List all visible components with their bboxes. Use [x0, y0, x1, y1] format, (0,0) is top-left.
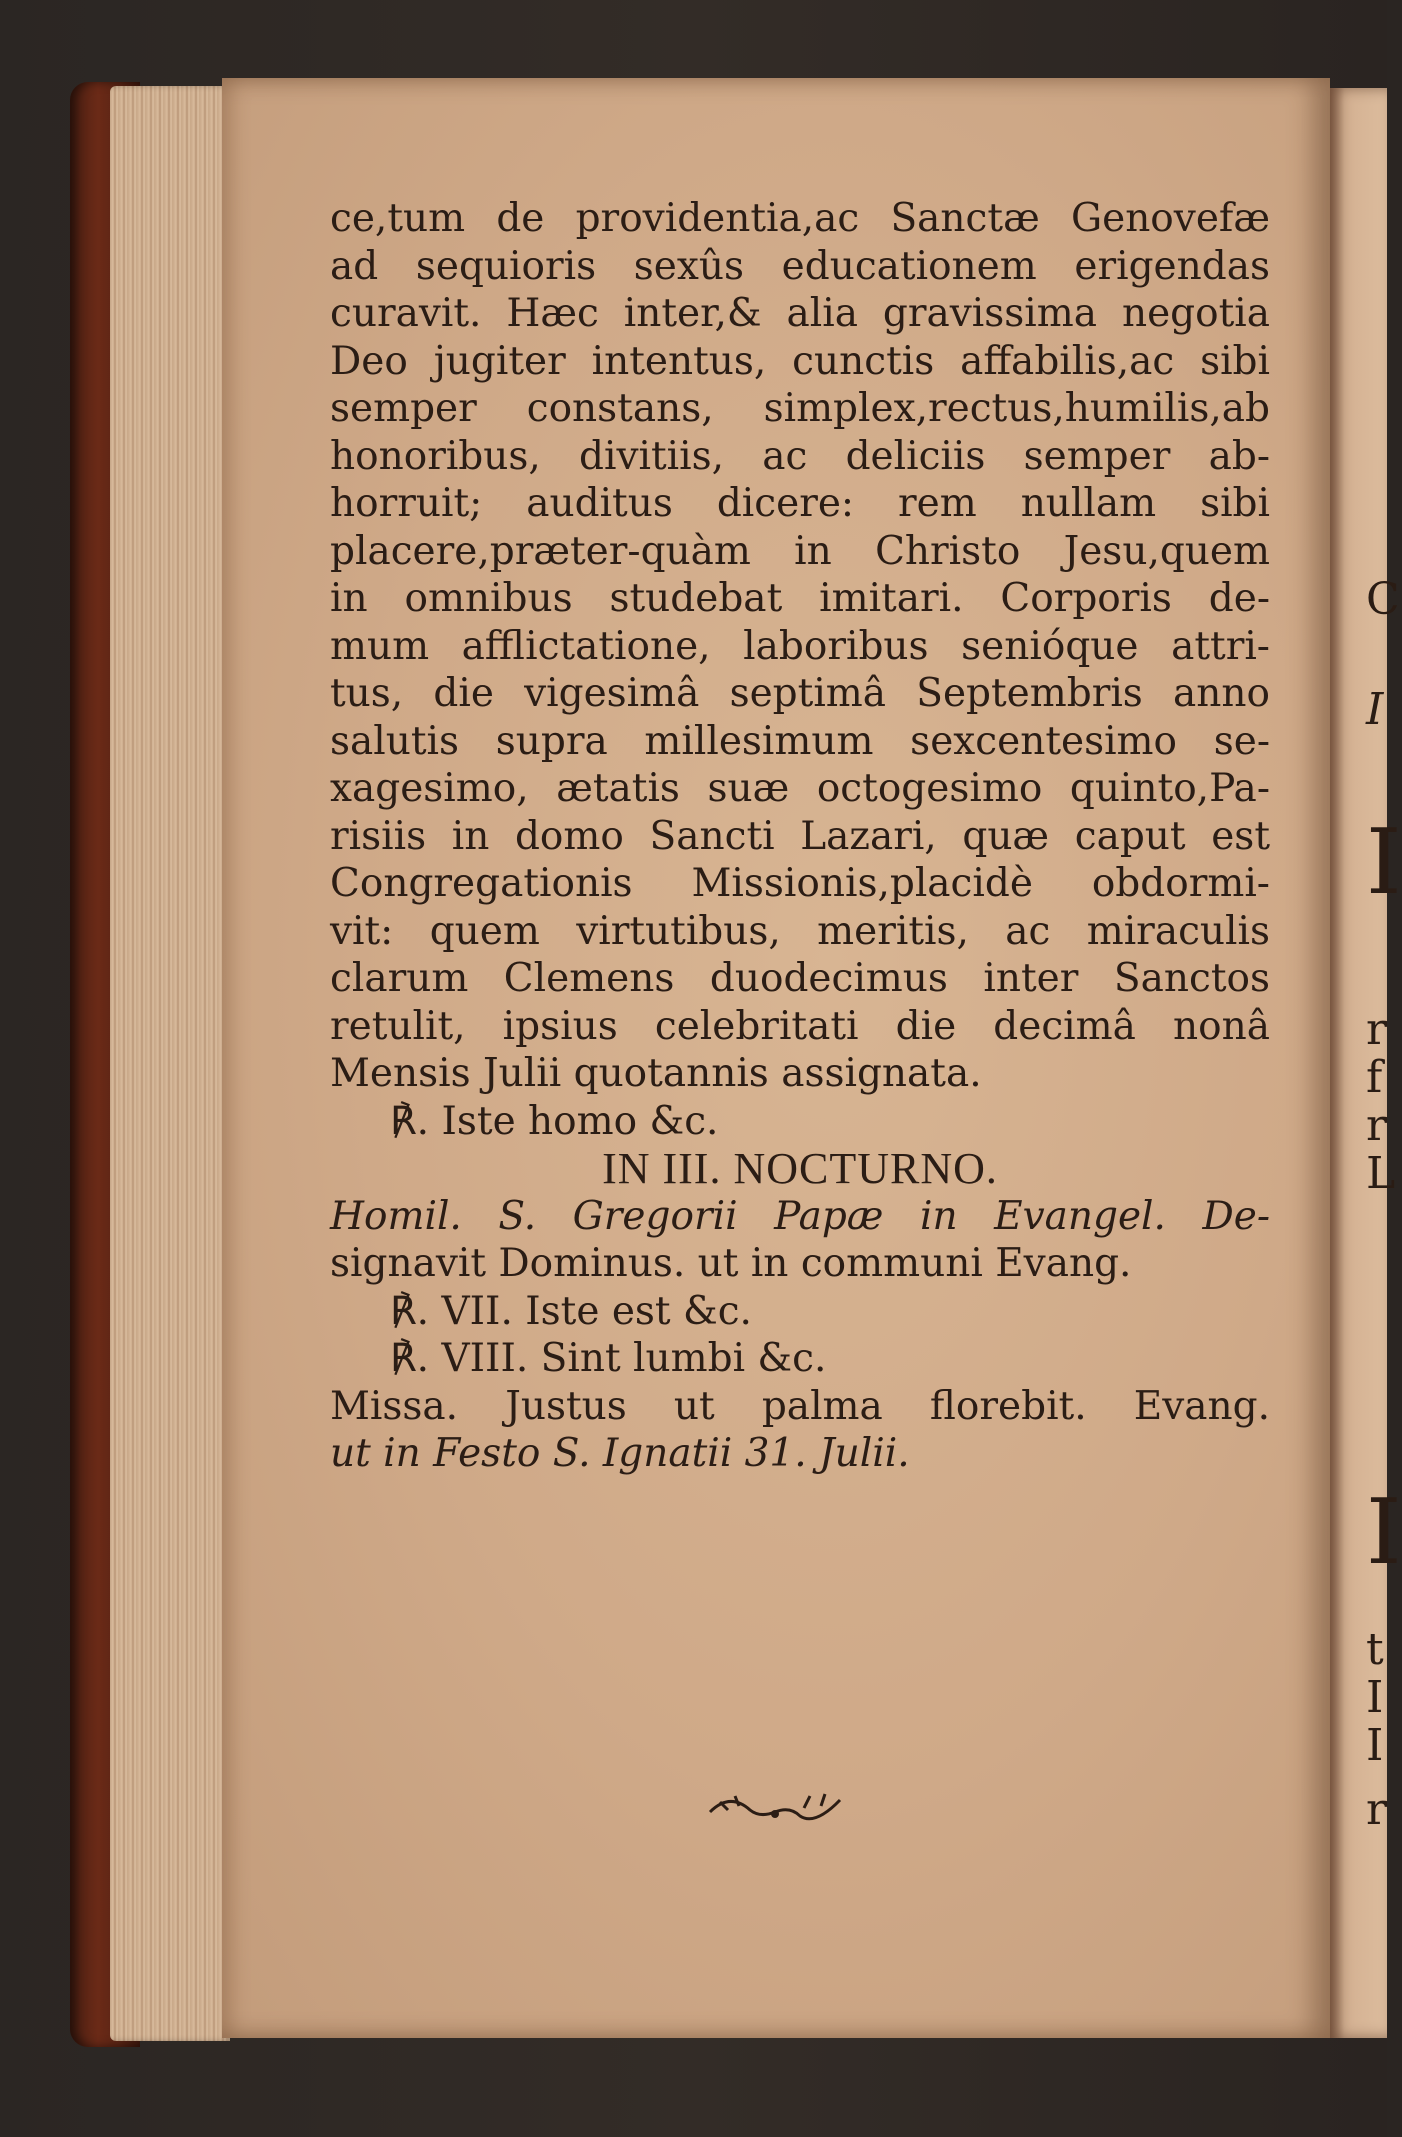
text-line: vit: quem virtutibus, meritis, ac miraculis	[330, 908, 1270, 954]
nocturn-heading: IN III. NOCTURNO.	[602, 1144, 998, 1193]
text-line: semper constans, simplex,rectus,humilis,ab	[330, 386, 1270, 431]
text-line: mum afflictatione, laboribus senióque attri-	[330, 623, 1270, 669]
text-line: ce,tum de providentia,ac Sanctæ Genovefæ	[330, 196, 1270, 241]
homily-line: Homil. S. Gregorii Papæ in Evangel. De-	[330, 1193, 1270, 1239]
missa-line: ut in Festo S. Ignatii 31. Julii.	[330, 1431, 910, 1476]
missa-line: Missa. Justus ut palma florebit. Evang.	[330, 1383, 1270, 1429]
right-fragment: I	[1366, 1720, 1384, 1771]
page-text	[330, 195, 1270, 1478]
text-line: honoribus, divitiis, ac deliciis semper ab-	[330, 433, 1270, 479]
text-line: xagesimo, ætatis suæ octogesimo quinto,Pa-	[330, 766, 1270, 811]
text-line: in omnibus studebat imitari. Corporis de-	[330, 576, 1270, 621]
text-line: curavit. Hæc inter,& alia gravissima negotia	[330, 291, 1270, 336]
right-fragment: t	[1366, 1624, 1384, 1675]
right-fragment: I	[1366, 1672, 1384, 1723]
right-fragment: I	[1366, 684, 1384, 735]
text-line: Mensis Julii quotannis assignata.	[330, 1051, 982, 1096]
responsory-line: ℟. VII. Iste est &c.	[390, 1288, 752, 1334]
text-line: clarum Clemens duodecimus inter Sanctos	[330, 956, 1270, 1001]
responsory-line: ℟. Iste homo &c.	[390, 1098, 719, 1144]
printer-ornament	[700, 1782, 850, 1832]
page-edges	[110, 86, 230, 2041]
right-page-edge	[1330, 88, 1402, 2038]
right-fragment: C	[1366, 574, 1400, 625]
homily-line: signavit Dominus. ut in communi Evang.	[330, 1241, 1132, 1286]
text-line: tus, die vigesimâ septimâ Septembris anno	[330, 671, 1270, 716]
text-line: salutis supra millesimum sexcentesimo se-	[330, 718, 1270, 764]
right-fragment: r	[1366, 1784, 1388, 1835]
text-line: placere,præter-quàm in Christo Jesu,quem	[330, 528, 1270, 574]
right-fragment: L	[1366, 1148, 1396, 1199]
right-fragment: f	[1366, 1052, 1383, 1103]
text-line: risiis in domo Sancti Lazari, quæ caput est	[330, 813, 1270, 859]
text-line: horruit; auditus dicere: rem nullam sibi	[330, 481, 1270, 526]
responsory-line: ℟. VIII. Sint lumbi &c.	[390, 1336, 827, 1381]
text-line: retulit, ipsius celebritati die decimâ nonâ	[330, 1003, 1270, 1049]
text-line: Deo jugiter intentus, cunctis affabilis,ac sibi	[330, 338, 1270, 384]
right-fragment: r	[1366, 1100, 1388, 1151]
right-fragment: I	[1366, 810, 1402, 915]
text-line: ad sequioris sexûs educationem erigendas	[330, 243, 1270, 289]
text-line: Congregationis Missionis,placidè obdormi-	[330, 861, 1270, 906]
right-fragment: r	[1366, 1004, 1388, 1055]
right-fragment: I	[1366, 1480, 1402, 1585]
